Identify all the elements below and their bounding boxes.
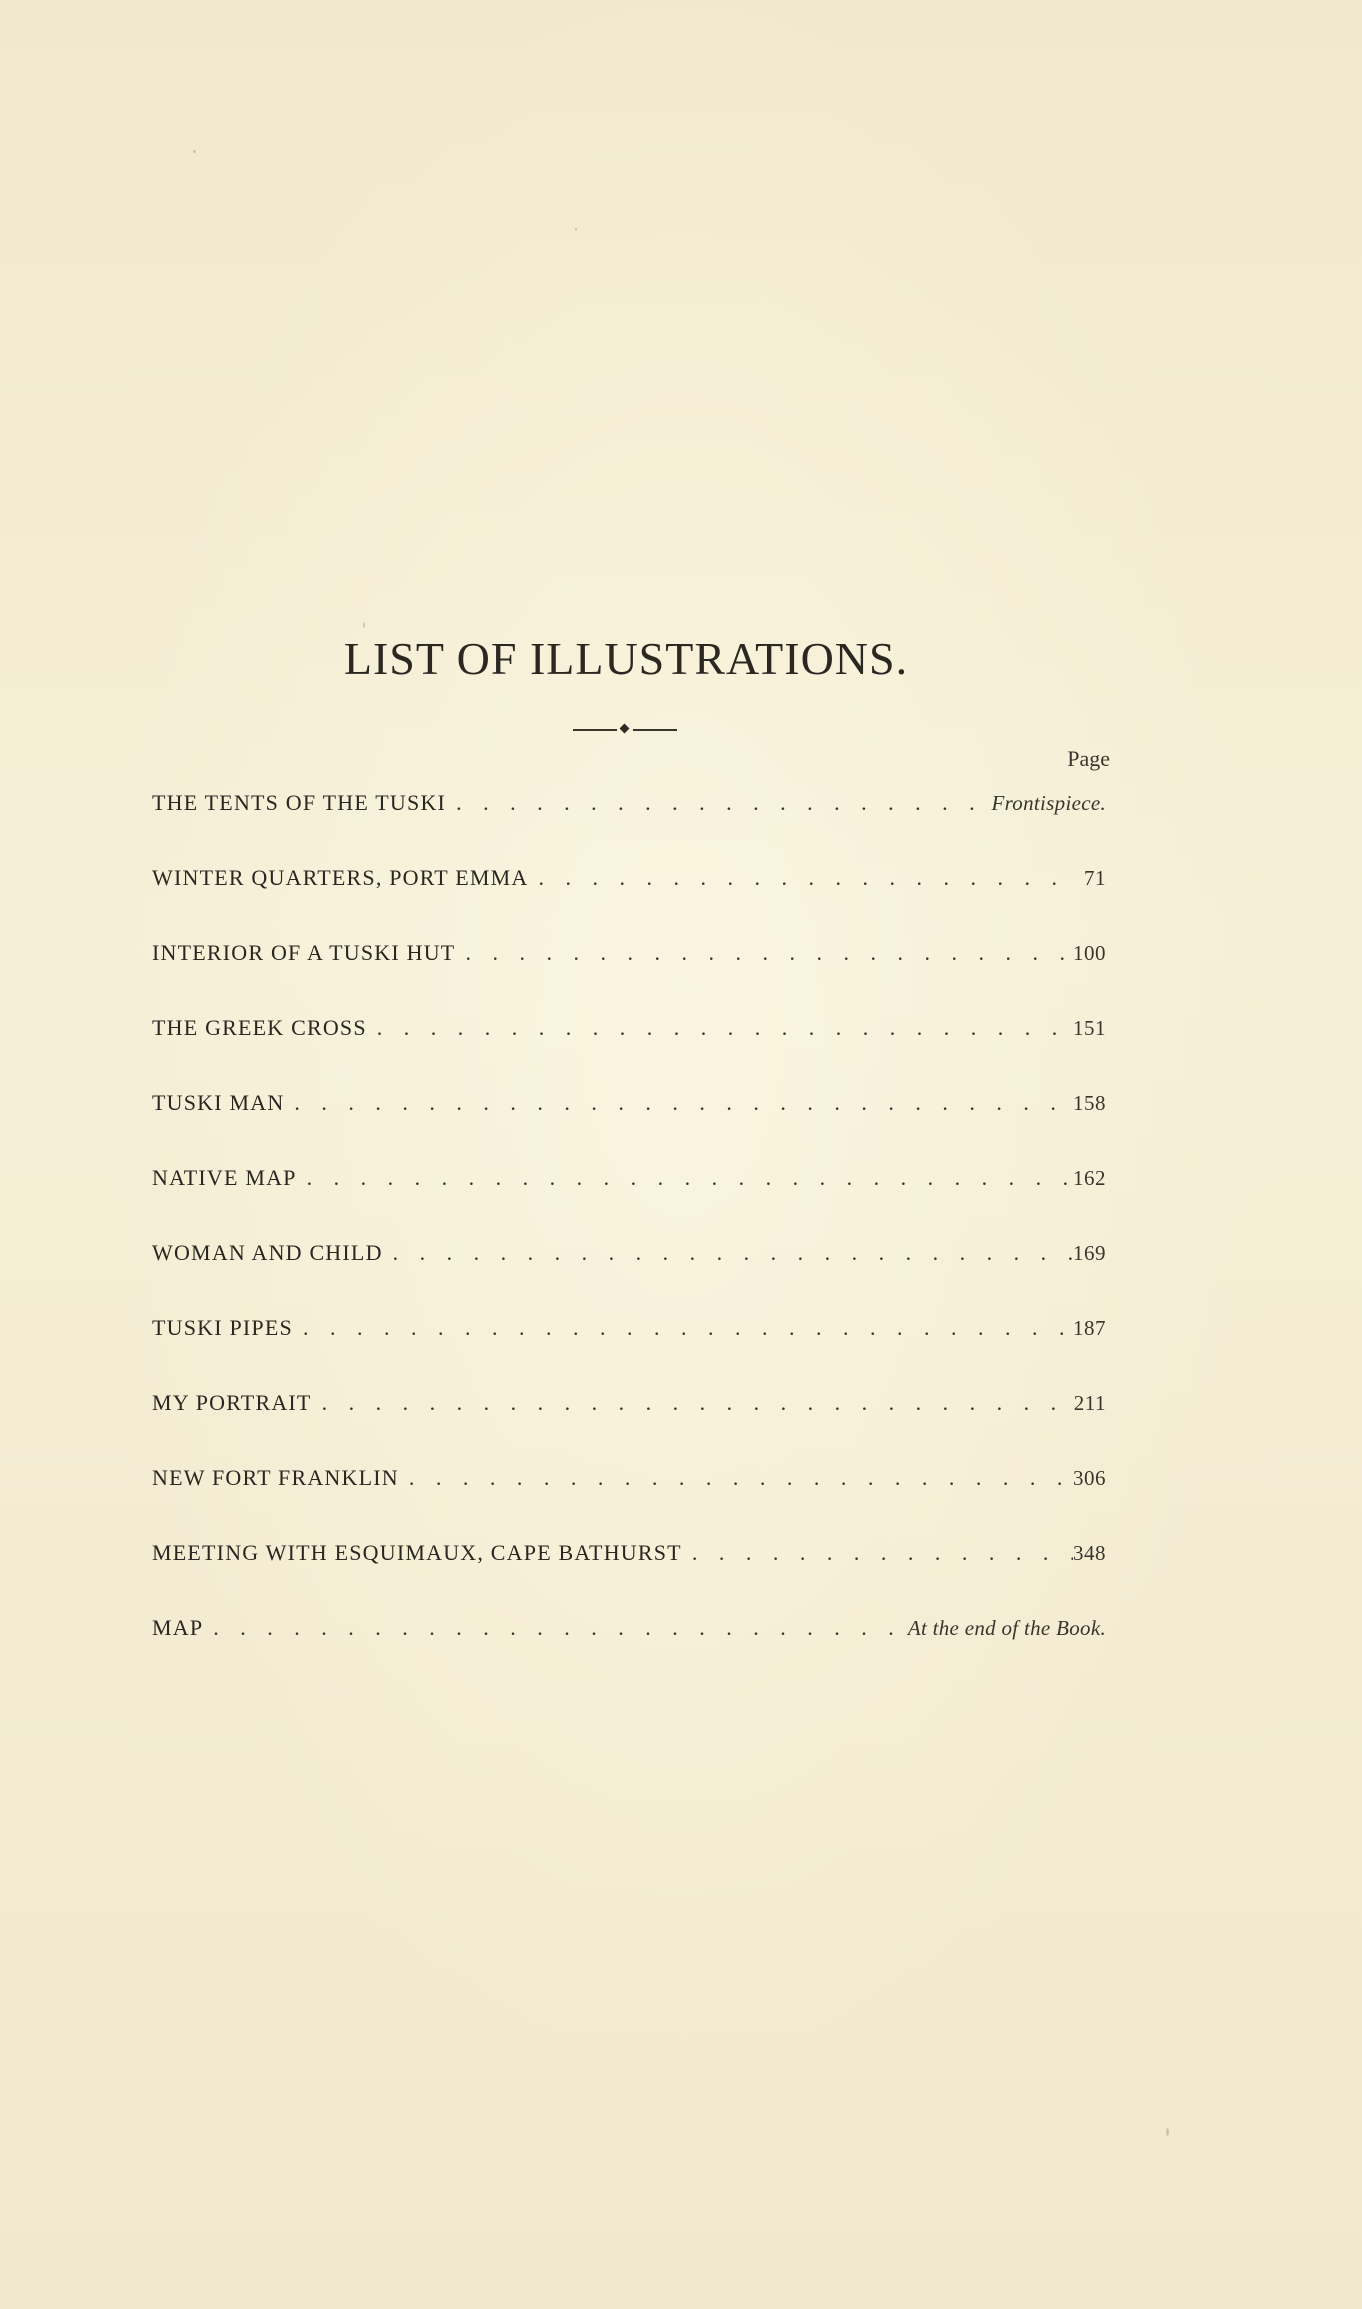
ornament-diamond-icon	[620, 724, 630, 734]
dot-leader	[297, 1165, 1073, 1191]
ornament-right-rule	[633, 729, 677, 731]
paper-speck	[363, 622, 365, 628]
entry-label: MAP	[152, 1615, 204, 1640]
page-title: LIST OF ILLUSTRATIONS.	[343, 633, 909, 684]
paper-speck	[193, 150, 196, 153]
dot-leader	[682, 1540, 1073, 1566]
title-ornament-rule	[573, 728, 677, 732]
list-item	[152, 940, 1106, 1015]
list-item	[152, 865, 1106, 940]
list-item	[152, 1165, 1106, 1240]
list-item	[152, 1390, 1106, 1465]
list-item	[152, 790, 1106, 865]
list-item	[152, 1015, 1106, 1090]
dot-leader	[399, 1465, 1073, 1491]
entry-label: WINTER QUARTERS, PORT EMMA	[152, 865, 529, 890]
entry-label: TUSKI MAN	[152, 1090, 285, 1115]
entry-page: 100	[1073, 941, 1106, 965]
dot-leader	[293, 1315, 1073, 1341]
entry-label: TUSKI PIPES	[152, 1315, 293, 1340]
entry-page: 151	[1073, 1016, 1106, 1040]
dot-leader	[383, 1240, 1073, 1266]
page-column-heading: Page	[1067, 746, 1110, 771]
list-item	[152, 1315, 1106, 1390]
entry-page: 158	[1073, 1091, 1106, 1115]
list-item	[152, 1090, 1106, 1165]
entry-label: THE TENTS OF THE TUSKI	[152, 790, 447, 815]
list-item	[152, 1240, 1106, 1315]
entry-label: MEETING WITH ESQUIMAUX, CAPE BATHURST	[152, 1540, 682, 1565]
entry-page: At the end of the Book.	[907, 1616, 1106, 1640]
entry-page: 71	[1084, 866, 1106, 890]
dot-leader	[446, 790, 991, 816]
dot-leader	[529, 865, 1077, 891]
dot-leader	[284, 1090, 1073, 1116]
dot-leader	[455, 940, 1073, 966]
entry-page: Frontispiece.	[991, 791, 1106, 815]
entry-page: 162	[1073, 1166, 1106, 1190]
ornament-left-rule	[573, 729, 617, 731]
illustrations-list	[152, 790, 1106, 1690]
dot-leader	[312, 1390, 1074, 1416]
entry-label: NATIVE MAP	[152, 1165, 297, 1190]
entry-label: WOMAN AND CHILD	[152, 1240, 383, 1265]
dot-leader	[367, 1015, 1073, 1041]
entry-page: 348	[1073, 1541, 1106, 1565]
entry-page: 187	[1073, 1316, 1106, 1340]
list-item	[152, 1465, 1106, 1540]
list-item	[152, 1540, 1106, 1615]
entry-page: 169	[1073, 1241, 1106, 1265]
entry-label: NEW FORT FRANKLIN	[152, 1465, 399, 1490]
entry-page: 306	[1073, 1466, 1106, 1490]
paper-speck	[1166, 2128, 1169, 2136]
dot-leader	[203, 1615, 908, 1641]
entry-label: INTERIOR OF A TUSKI HUT	[152, 940, 456, 965]
entry-label: THE GREEK CROSS	[152, 1015, 367, 1040]
entry-page: 211	[1073, 1391, 1106, 1415]
list-item	[152, 1615, 1106, 1690]
paper-speck	[575, 228, 577, 231]
entry-label: MY PORTRAIT	[152, 1390, 312, 1415]
